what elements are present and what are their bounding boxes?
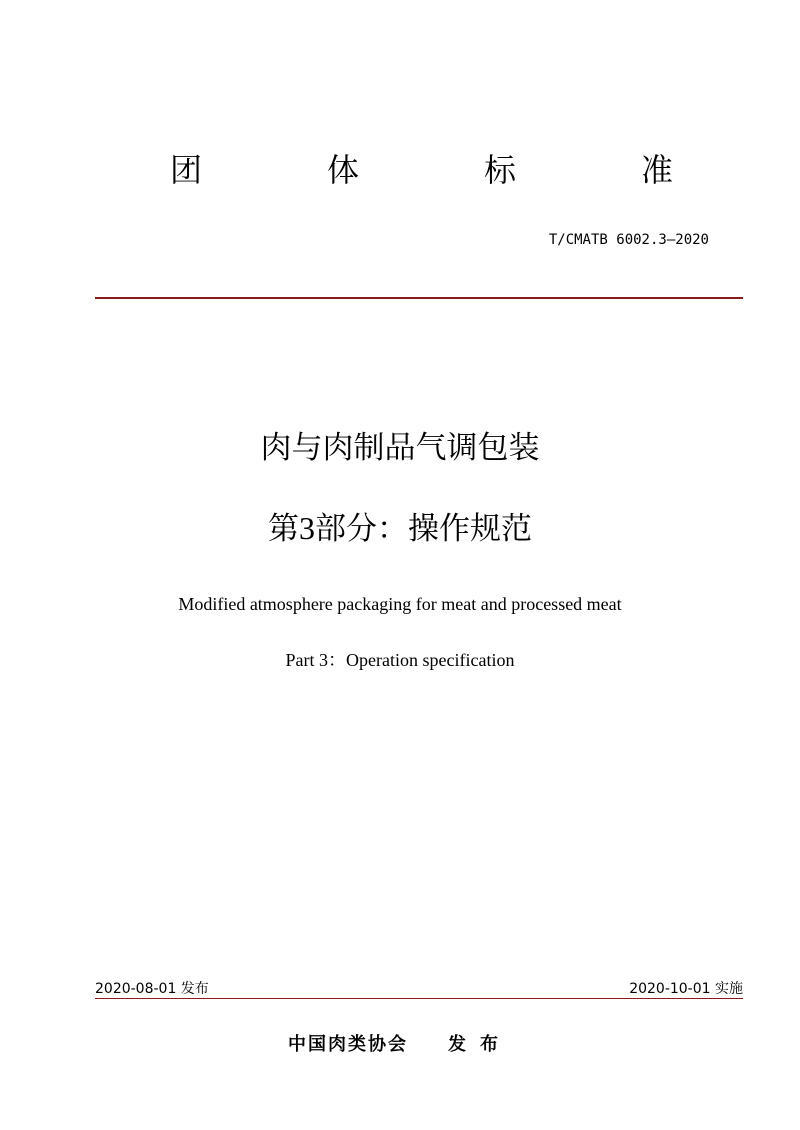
publisher-action: 发布 <box>448 1034 512 1055</box>
standard-type-char-2: 体 <box>326 151 359 189</box>
issue-date: 2020-08-01 发布 <box>95 981 209 997</box>
implementation-date: 2020-10-01 实施 <box>629 981 743 997</box>
title-en-main: Modified atmosphere packaging for meat and processed meat <box>178 594 622 614</box>
top-divider <box>95 297 743 299</box>
publisher <box>0 1032 800 1058</box>
title-cn-main: 肉与肉制品气调包装 <box>260 430 540 466</box>
bottom-divider <box>95 998 743 999</box>
standard-type-heading <box>0 148 800 192</box>
title-cn-part-suffix: 部分：操作规范 <box>315 511 532 547</box>
standard-type-char-4: 准 <box>640 151 673 189</box>
title-cn-part-number: 3 <box>299 510 315 546</box>
title-cn-part-prefix: 第 <box>268 511 299 547</box>
document-number: T/CMATB 6002.3—2020 <box>548 232 709 248</box>
standard-type-char-3: 标 <box>483 151 516 189</box>
title-en-part: Part 3：Operation specification <box>285 650 515 670</box>
title-cn-part <box>0 506 800 551</box>
standard-type-char-1: 团 <box>169 151 202 189</box>
publisher-organization: 中国肉类协会 <box>288 1034 408 1055</box>
